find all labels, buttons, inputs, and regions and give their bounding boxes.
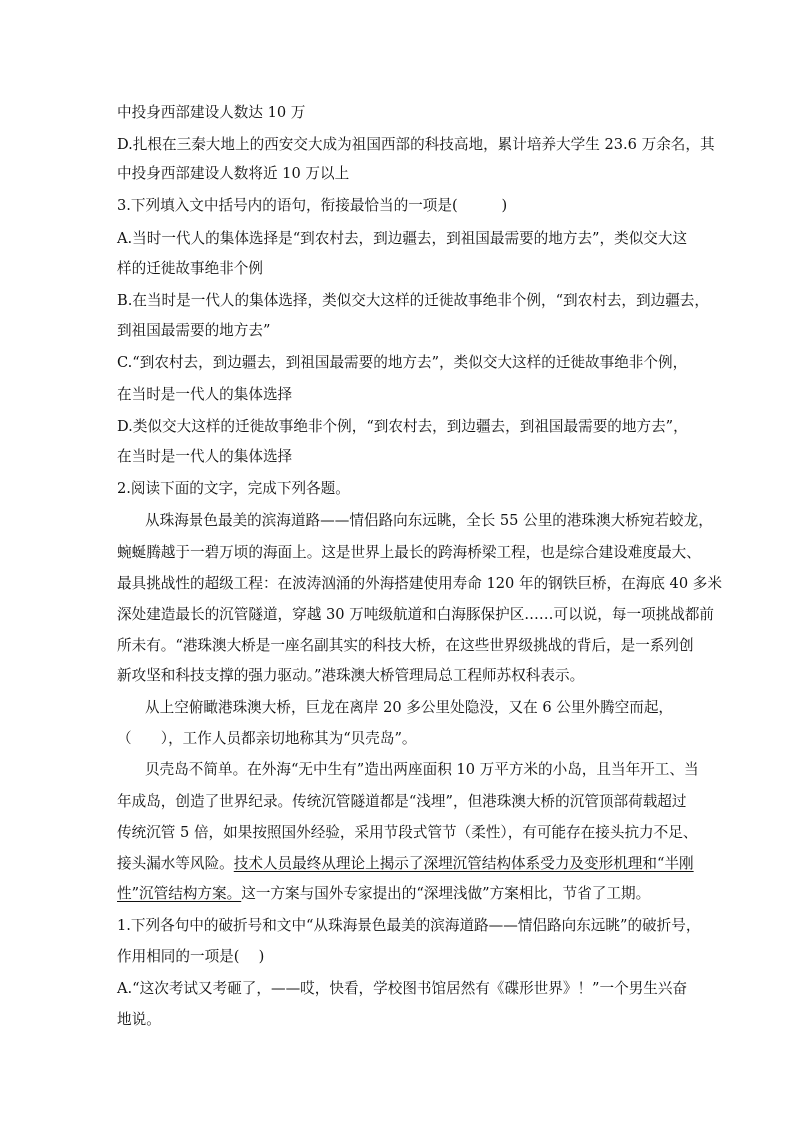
text-line: 在当时是一代人的集体选择: [117, 386, 293, 403]
text-line: D.扎根在三秦大地上的西安交大成为祖国西部的科技高地，累计培养大学生 23.6 万余名，其: [117, 136, 715, 153]
option-a: A.“这次考试又考砸了，——哎，快看，学校图书馆居然有《碟形世界》！”一个男生兴奋: [117, 980, 688, 997]
text-line: 深处建造最长的沉管隧道，穿越 30 万吨级航道和白海豚保护区……可以说，每一项挑战都前: [117, 606, 715, 623]
option-b: B.在当时是一代人的集体选择，类似交大这样的迁徙故事绝非个例，“到农村去，到边疆去，: [117, 292, 709, 309]
option-a: A.当时一代人的集体选择是“到农村去，到边疆去，到祖国最需要的地方去”，类似交大这: [117, 230, 688, 247]
text-line: 样的迁徙故事绝非个例: [117, 260, 263, 277]
text-line: 传统沉管 5 倍，如果按照国外经验，采用节段式管节（柔性），有可能存在接头抗力不足、: [117, 824, 698, 841]
text-line: 所未有。“港珠澳大桥是一座名副其实的科技大桥，在这些世界级挑战的背后，是一系列创: [117, 637, 694, 654]
passage-paragraph-3: 贝壳岛不简单。在外海“无中生有”造出两座面积 10 万平方米的小岛，且当年开工、当: [145, 761, 699, 778]
text-span: 这一方案与国外专家提出的“深埋浅做”方案相比，节省了工期。: [241, 885, 651, 902]
underlined-sentence-end: 性”沉管结构方案。: [117, 885, 242, 902]
passage-paragraph-2: 从上空俯瞰港珠澳大桥，巨龙在离岸 20 多公里处隐没，又在 6 公里外腾空而起，: [145, 699, 674, 716]
passage-paragraph-1: 从珠海景色最美的滨海道路——情侣路向东远眺，全长 55 公里的港珠澳大桥宛若蛟龙，: [145, 512, 713, 529]
text-line: [117, 854, 694, 874]
text-line: 在当时是一代人的集体选择: [117, 448, 293, 465]
option-c: C.“到农村去，到边疆去，到祖国最需要的地方去”，类似交大这样的迁徙故事绝非个例，: [117, 354, 688, 371]
option-d: D.类似交大这样的迁徙故事绝非个例，“到农村去，到边疆去，到祖国最需要的地方去”，: [117, 418, 688, 435]
text-line: 地说。: [117, 1011, 161, 1028]
text-line: [117, 884, 650, 904]
text-span: 接头漏水等风险。: [117, 855, 234, 872]
text-line: 中投身西部建设人数达 10 万: [117, 104, 306, 121]
text-line: 作用相同的一项是( ): [117, 948, 265, 965]
question-3-stem: 3.下列填入文中括号内的语句，衔接最恰当的一项是( ): [117, 197, 508, 214]
text-line: （ ），工作人员都亲切地称其为“贝壳岛”。: [117, 730, 417, 747]
text-line: 中投身西部建设人数将近 10 万以上: [117, 165, 350, 182]
underlined-sentence: 技术人员最终从理论上揭示了深埋沉管结构体系受力及变形机理和“半刚: [233, 855, 694, 872]
text-line: 新攻坚和科技支撑的强力驱动。”港珠澳大桥管理局总工程师苏权科表示。: [117, 667, 585, 684]
section-2-heading: 2.阅读下面的文字，完成下列各题。: [117, 480, 350, 497]
text-line: 年成岛，创造了世界纪录。传统沉管隧道都是“浅埋”，但港珠澳大桥的沉管顶部荷载超过: [117, 793, 687, 810]
text-line: 最具挑战性的超级工程：在波涛汹涌的外海搭建使用寿命 120 年的钢铁巨桥，在海底 40 多米: [117, 575, 722, 592]
question-1-stem: 1.下列各句中的破折号和文中“从珠海景色最美的滨海道路——情侣路向东远眺”的破折号，: [117, 917, 701, 934]
text-line: 蜿蜒腾越于一碧万顷的海面上。这是世界上最长的跨海桥梁工程，也是综合建设难度最大、: [117, 544, 701, 561]
text-line: 到祖国最需要的地方去”: [117, 322, 271, 339]
